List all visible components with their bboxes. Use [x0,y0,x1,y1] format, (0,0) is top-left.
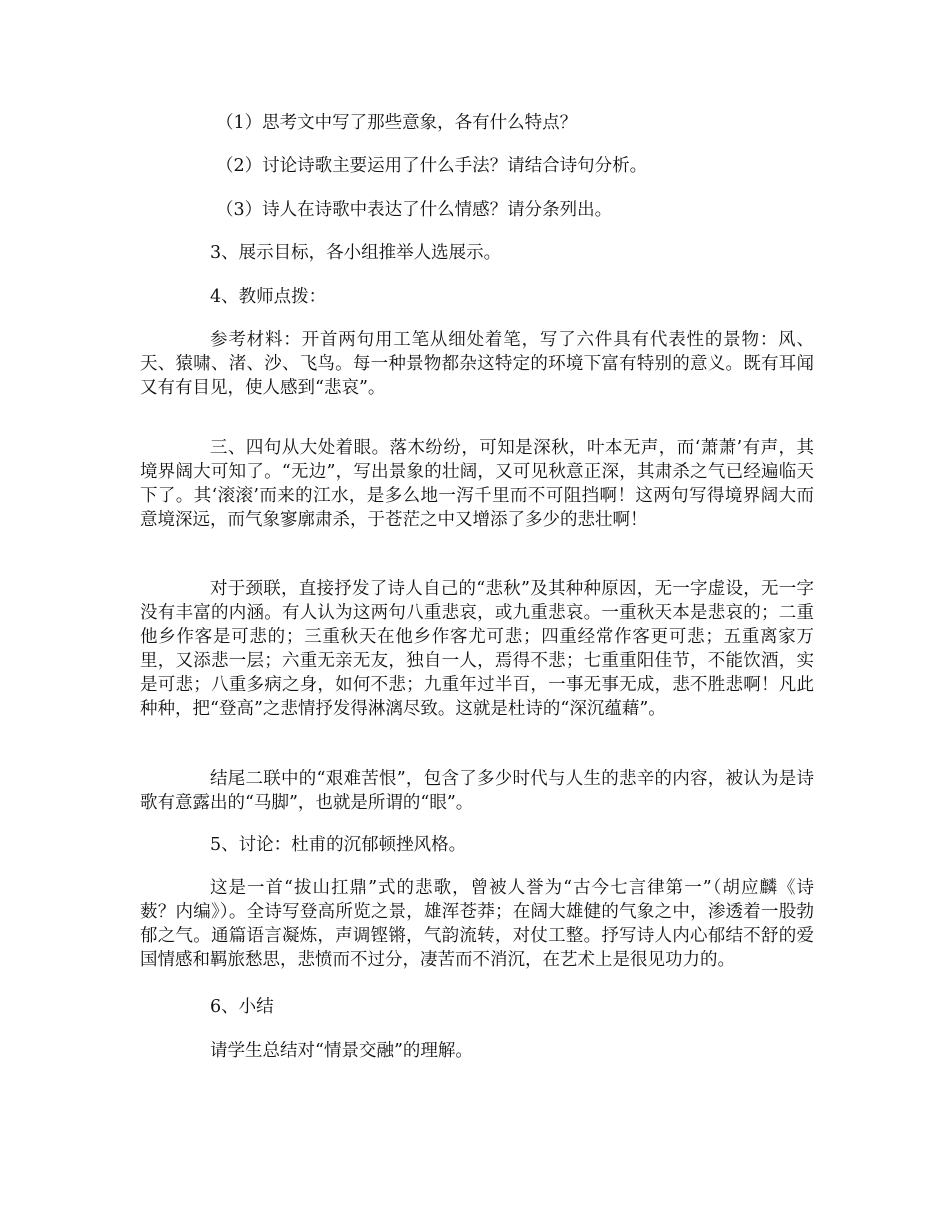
question-1: （1）思考文中写了那些意象，各有什么特点？ [216,113,578,133]
ending-couplet-paragraph: 结尾二联中的“艰难苦恨”，包含了多少时代与人生的悲辛的内容，被认为是诗歌有意露出的“马脚”，也就是所谓的“眼”。 [140,769,814,813]
step-3-heading: 3、展示目标，各小组推举人选展示。 [210,243,502,263]
step-4-heading: 4、教师点拨： [210,287,327,307]
step-5-heading: 5、讨论：杜甫的沉郁顿挫风格。 [210,835,467,855]
style-discussion-paragraph: 这是一首“拔山扛鼎”式的悲歌，曾被人誉为“古今七言律第一”（胡应麟《诗薮？内编》）。全诗写登高所览之景，雄浑苍莽；在阔大雄健的气象之中，渗透着一股勃郁之气。通篇语言凝炼，声调铿锵，气韵流转，对仗工整。抒写诗人内心郁结不舒的爱国情感和羁旅愁思，悲愤而不过分，凄苦而不消沉，在艺术上是很见功力的。 [140,878,814,970]
neck-couplet-paragraph: 对于颈联，直接抒发了诗人自己的“悲秋”及其种种原因，无一字虚设，无一字没有丰富的内涵。有人认为这两句八重悲哀，或九重悲哀。一重秋天本是悲哀的；二重他乡作客是可悲的；三重秋天在他乡作客尤可悲；四重经常作客更可悲；五重离家万里，又添悲一层；六重无亲无友，独自一人，焉得不悲；七重重阳佳节，不能饮酒，实是可悲；八重多病之身，如何不悲；九重年过半百，一事无事无成，悲不胜悲啊！凡此种种，把“登高”之悲情抒发得淋漓尽致。这就是杜诗的“深沉蕴藉”。 [140,579,814,719]
step-6-heading: 6、小结 [210,997,274,1017]
lines-three-four-paragraph: 三、四句从大处着眼。落木纷纷，可知是深秋，叶本无声，而‘萧萧’有声，其境界阔大可知了。“无边”，写出景象的壮阔，又可见秋意正深，其肃杀之气已经遍临天下了。其‘滚滚’而来的江水，是多么地一泻千里而不可阻挡啊！这两句写得境界阔大而意境深远，而气象寥廓肃杀，于苍茫之中又增添了多少的悲壮啊！ [140,438,814,530]
reference-material-paragraph: 参考材料：开首两句用工笔从细处着笔，写了六件具有代表性的景物：风、天、猿啸、渚、沙、飞鸟。每一种景物都杂这特定的环境下富有特别的意义。既有耳闻又有有目见，使人感到“悲哀”。 [140,330,814,398]
summary-instruction: 请学生总结对“情景交融”的理解。 [210,1041,473,1061]
question-3: （3）诗人在诗歌中表达了什么情感？请分条列出。 [216,200,613,220]
question-2: （2）讨论诗歌主要运用了什么手法？请结合诗句分析。 [216,156,648,176]
